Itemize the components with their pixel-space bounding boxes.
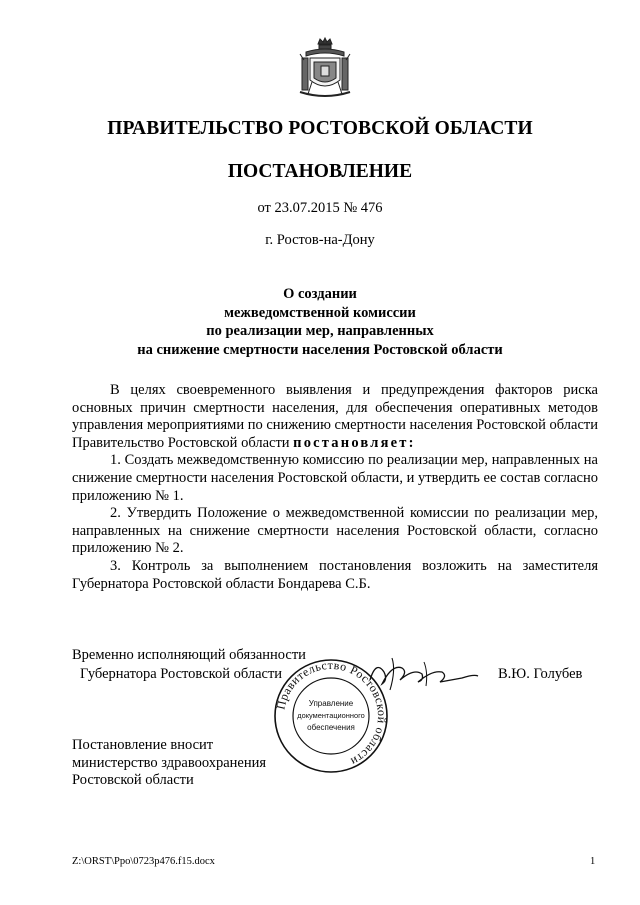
city: г. Ростов-на-Дону [265, 232, 375, 248]
svg-text:Правительство Ростовской облас: Правительство Ростовской области [273, 657, 390, 770]
subject-line: О создании [283, 286, 357, 302]
subject-line: межведомственной комиссии [224, 304, 416, 321]
signatory-name: В.Ю. Голубев [498, 666, 583, 682]
svg-text:Управление: Управление [308, 699, 354, 708]
coat-of-arms-icon [296, 36, 354, 100]
introduced-by-line: Ростовской области [72, 772, 194, 788]
subject-line: по реализации мер, направленных [206, 323, 434, 339]
footer-page-number: 1 [590, 856, 596, 867]
footer-file-path: Z:\ORST\Ppo\0723p476.f15.docx [72, 856, 215, 867]
resolution-item: 3. Контроль за выполнением постановления возложить на заместителя Губернатора Ростовской области Бондарева С.Б. [72, 557, 598, 592]
government-title: ПРАВИТЕЛЬСТВО РОСТОВСКОЙ ОБЛАСТИ [107, 118, 533, 139]
svg-text:документационного: документационного [297, 711, 365, 720]
date-number: от 23.07.2015 № 476 [257, 200, 383, 216]
signatory-position-line1: Временно исполняющий обязанности [72, 647, 306, 663]
resolves-word: постановляет: [293, 434, 416, 451]
signatory-position-line2: Губернатора Ростовской области [80, 666, 283, 682]
document-subject [0, 285, 640, 359]
preamble-text: В целях своевременного выявления и предупреждения факторов риска основных причин смертности населения, для обеспечения оперативных методов управления мероприятиями по снижению смертности населения Ростовской области Правительство Ростовской области [72, 382, 599, 451]
resolution-item: 1. Создать межведомственную комиссию по реализации мер, направленных на снижение смертности населения Ростовской области, и утвердить ее состав согласно приложению № 1. [72, 452, 598, 504]
introduced-by-line: Постановление вносит [72, 737, 214, 753]
subject-line: на снижение смертности населения Ростовской области [137, 341, 503, 358]
document-body [72, 382, 598, 593]
document-type-title: ПОСТАНОВЛЕНИЕ [227, 161, 413, 182]
svg-text:обеспечения: обеспечения [307, 723, 355, 732]
preamble-paragraph [72, 382, 598, 452]
resolution-item: 2. Утвердить Положение о межведомственной комиссии по реализации мер, направленных на снижение смертности населения Ростовской области, согласно приложению № 2. [72, 505, 598, 557]
introduced-by-line: министерство здравоохранения [72, 754, 267, 771]
official-seal-icon [272, 656, 390, 776]
introduced-by-block [72, 737, 266, 790]
